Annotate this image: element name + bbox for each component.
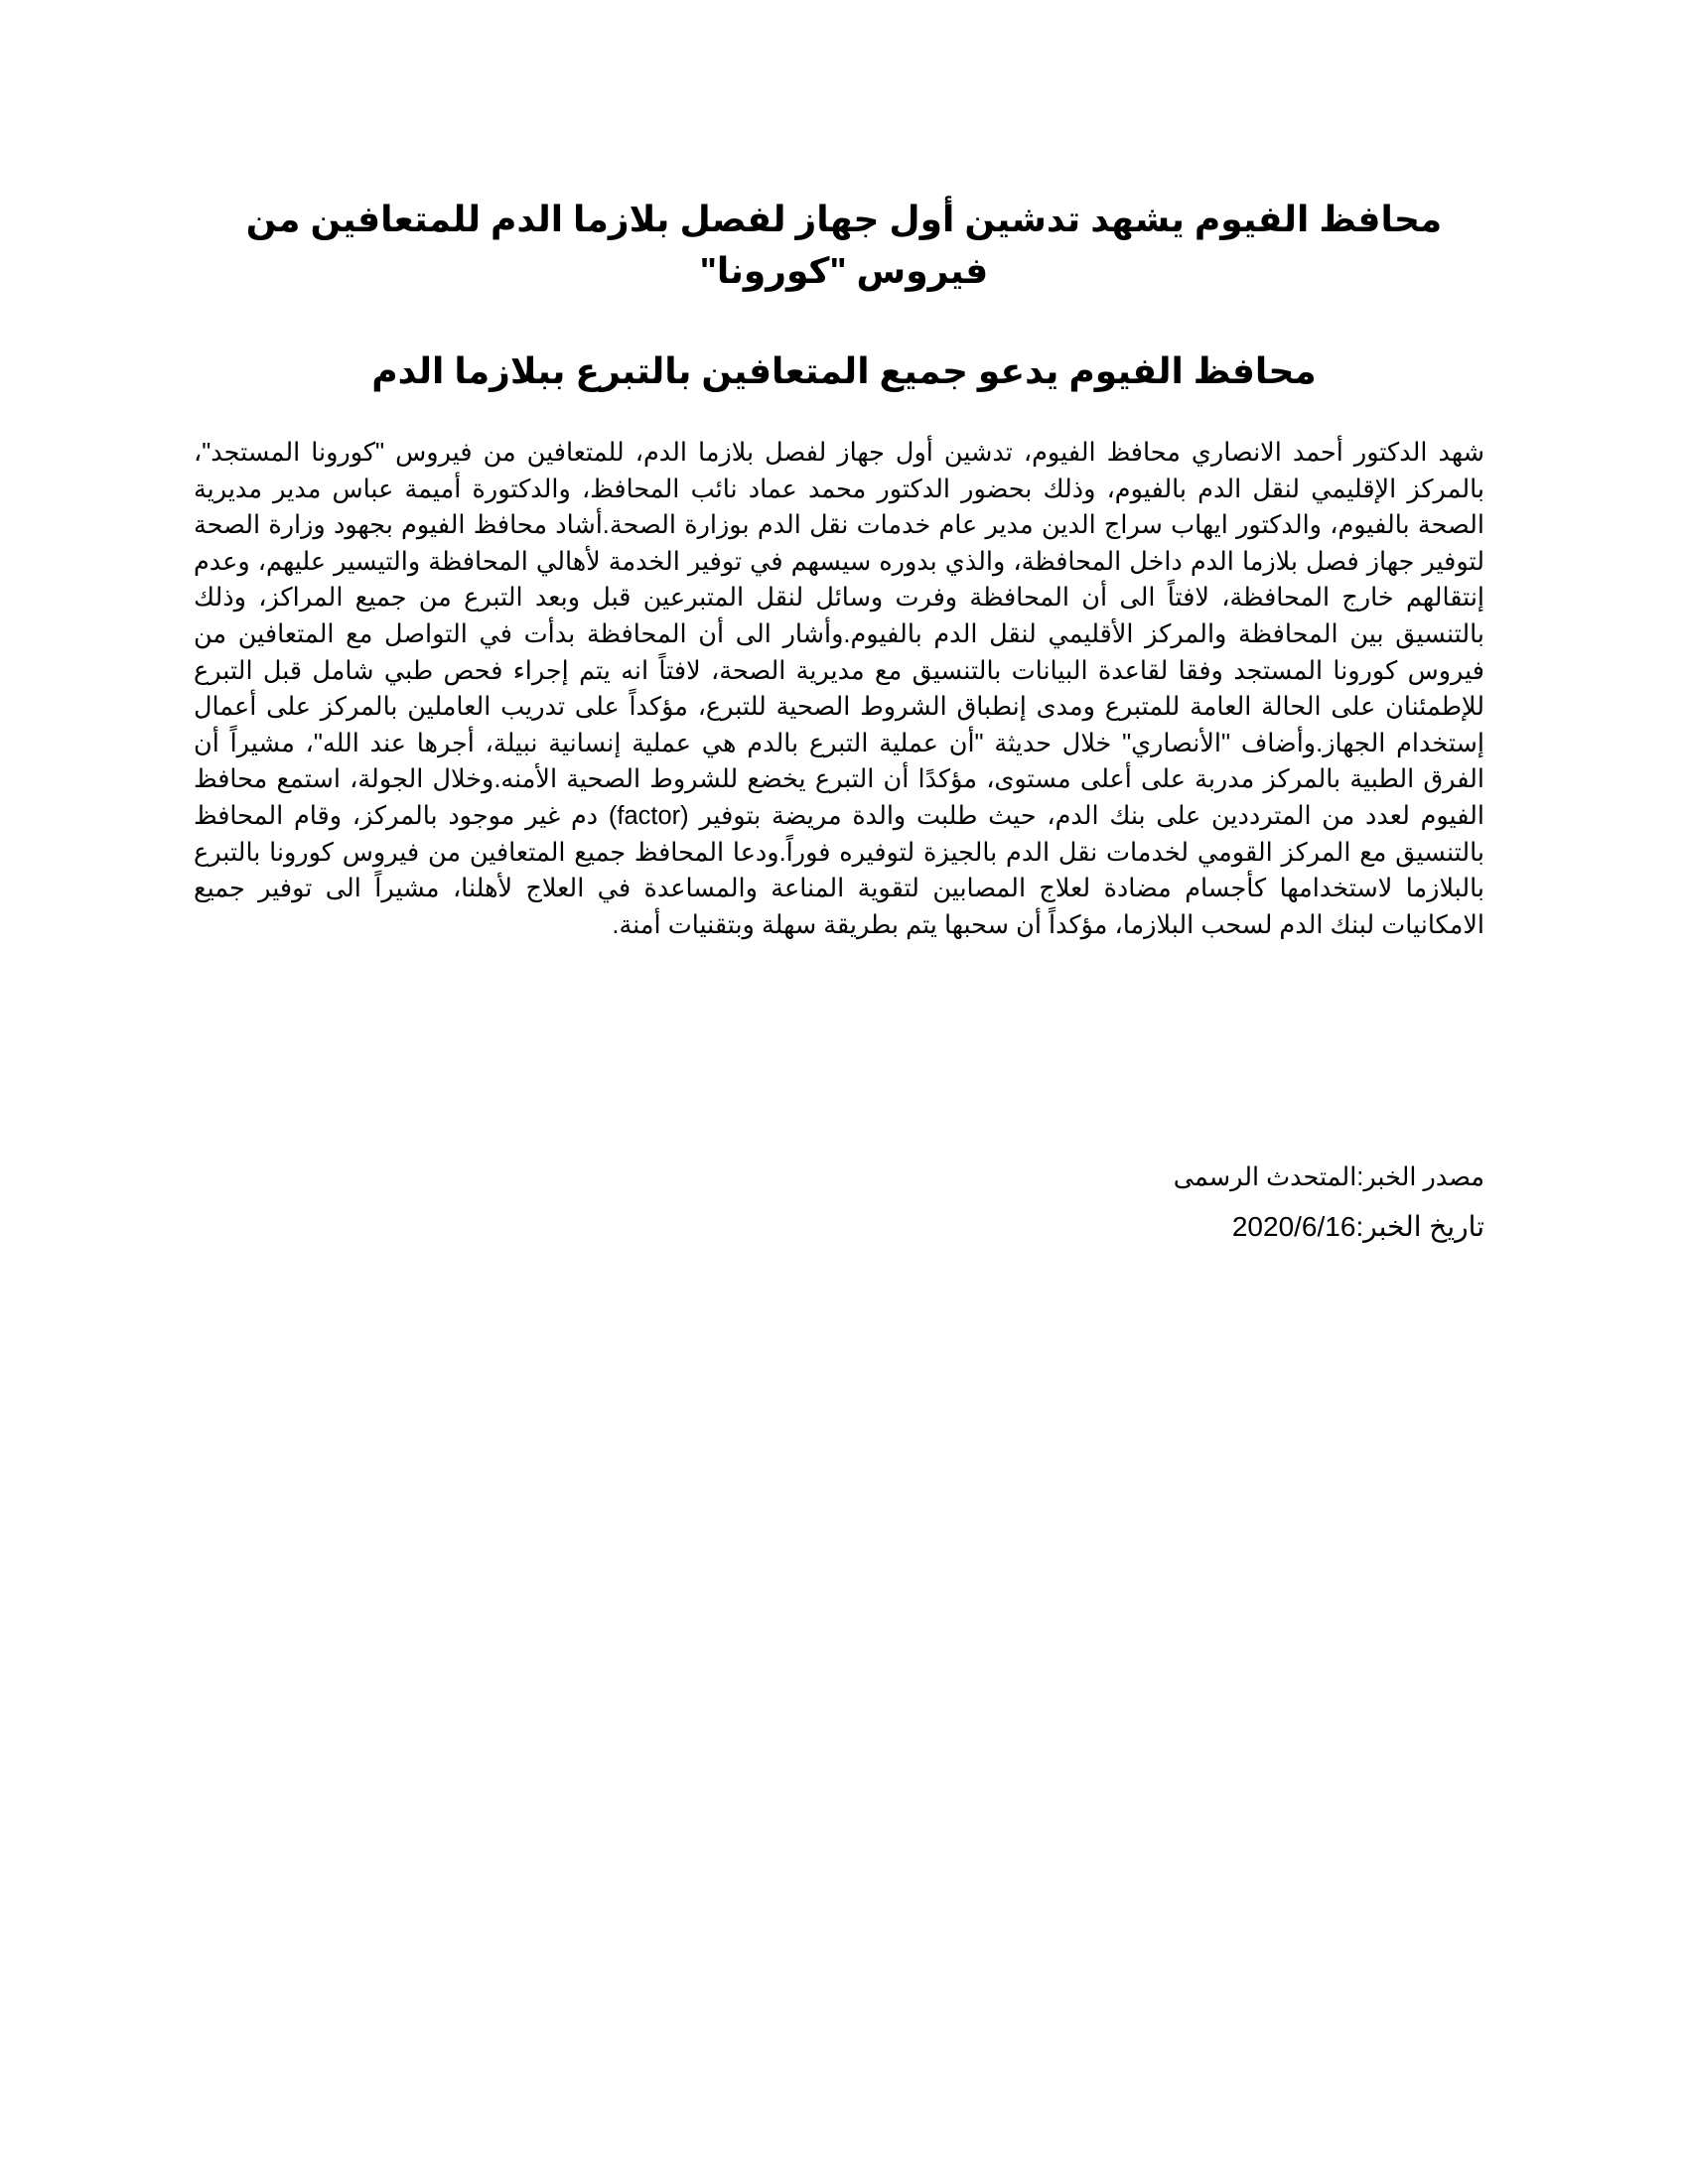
article-body: شهد الدكتور أحمد الانصاري محافظ الفيوم، تدشين أول جهاز لفصل بلازما الدم، للمتعافين من فيروس "كورونا المستجد"، بالمركز الإقليمي لنقل الدم بالفيوم، وذلك بحضور الدكتور محمد عماد نائب المحافظ، والدكتورة أميمة عباس مدير مديرية الصحة بالفيوم، والدكتور ايهاب سراج الدين مدير عام خدمات نقل الدم بوزارة الصحة.أشاد محافظ الفيوم بجهود وزارة الصحة لتوفير جهاز فصل بلازما الدم داخل المحافظة، والذي بدوره سيسهم في توفير الخدمة لأهالي المحافظة والتيسير عليهم، وعدم إنتقالهم خارج المحافظة، لافتاً الى أن المحافظة وفرت وسائل لنقل المتبرعين قبل وبعد التبرع من جميع المراكز، وذلك بالتنسيق بين المحافظة والمركز الأقليمي لنقل الدم بالفيوم.وأشار الى أن المحافظة بدأت في التواصل مع المتعافين من فيروس كورونا المستجد وفقا لقاعدة البيانات بالتنسيق مع مديرية الصحة، لافتاً انه يتم إجراء فحص طبي شامل قبل التبرع للإطمئنان على الحالة العامة للمتبرع ومدى إنطباق الشروط الصحية للتبرع، مؤكداً على تدريب العاملين بالمركز على أعمال إستخدام الجهاز.وأضاف "الأنصاري" خلال حديثة "أن عملية التبرع بالدم هي عملية إنسانية نبيلة، أجرها عند الله"، مشيراً أن الفرق الطبية بالمركز مدربة على أعلى مستوى، مؤكدًا أن التبرع يخضع للشروط الصحية الأمنه.وخلال الجولة، استمع محافظ الفيوم لعدد من المترددين على بنك الدم، حيث طلبت والدة مريضة بتوفير (factor) دم غير موجود بالمركز، وقام المحافظ بالتنسيق مع المركز القومي لخدمات نقل الدم بالجيزة لتوفيره فوراً.ودعا المحافظ جميع المتعافين من فيروس كورونا بالتبرع بالبلازما لاستخدامها كأجسام مضادة لعلاج المصابين لتقوية المناعة والمساعدة في العلاج لأهلنا، مشيراً الى توفير جميع الامكانيات لبنك الدم لسحب البلازما، مؤكداً أن سحبها يتم بطريقة سهلة وبتقنيات أمنة. <box>194 439 1485 939</box>
news-date: تاريخ الخبر:2020/6/16 <box>1231 1211 1484 1242</box>
news-source: مصدر الخبر:المتحدث الرسمى <box>1173 1163 1484 1191</box>
article-title: محافظ الفيوم يشهد تدشين أول جهاز لفصل بلازما الدم للمتعافين من فيروس "كورونا" <box>245 199 1443 291</box>
article-subtitle: محافظ الفيوم يدعو جميع المتعافين بالتبرع ببلازما الدم <box>371 350 1317 391</box>
